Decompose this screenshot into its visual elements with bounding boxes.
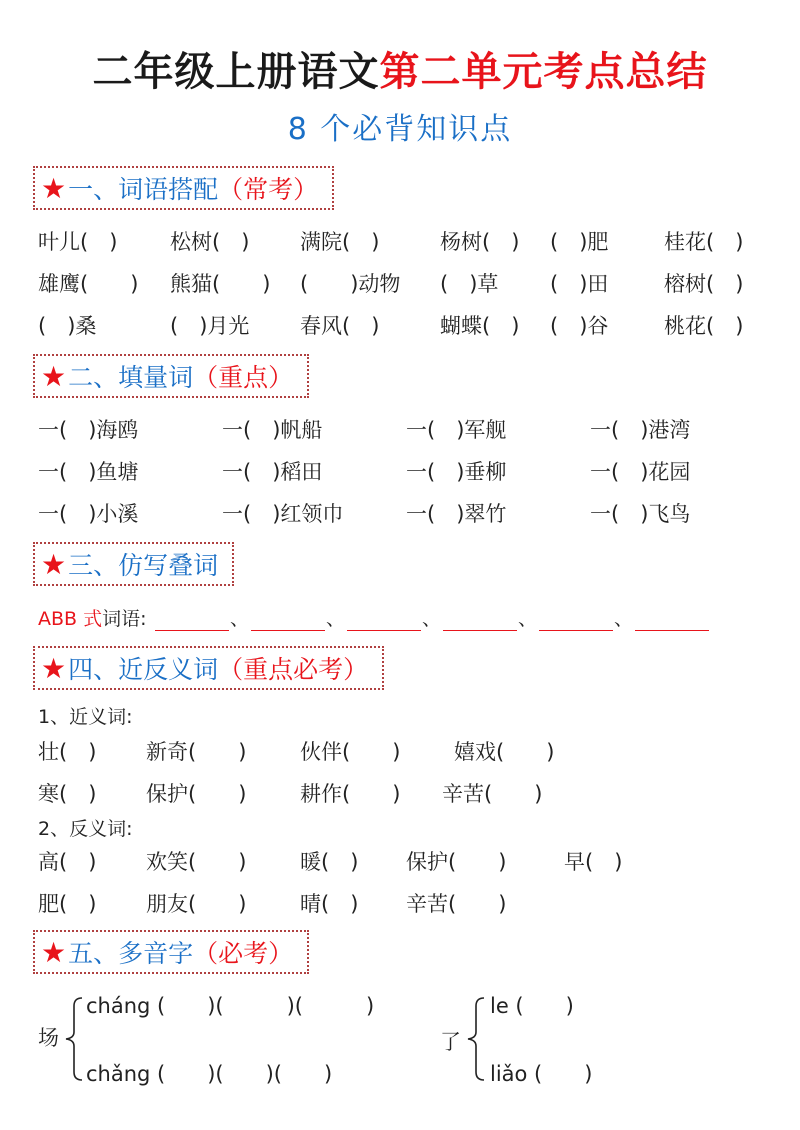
blank-item: 辛苦( ) bbox=[406, 892, 507, 916]
star-icon: ★ bbox=[41, 547, 67, 581]
separator: 、 bbox=[518, 608, 538, 630]
answer-line bbox=[635, 611, 709, 631]
section-number: 一、 bbox=[68, 175, 119, 204]
blank-item: 一( )港湾 bbox=[590, 418, 691, 442]
blank-item: ( )田 bbox=[550, 272, 609, 296]
near-synonym-label: 1、近义词: bbox=[38, 706, 133, 728]
blank-item: 暖( ) bbox=[300, 850, 359, 874]
pinyin-line: chǎng ( )( )( ) bbox=[86, 1062, 333, 1086]
star-icon: ★ bbox=[41, 651, 67, 685]
pinyin-line: liǎo ( ) bbox=[490, 1062, 593, 1086]
section-heading-collocation bbox=[33, 166, 334, 210]
blank-item: 桂花( ) bbox=[664, 230, 744, 254]
section-name: 多音字 bbox=[118, 939, 194, 968]
separator: 、 bbox=[326, 608, 346, 630]
blank-item: 寒( ) bbox=[38, 782, 97, 806]
blank-item: 保护( ) bbox=[146, 782, 247, 806]
blank-item: 辛苦( ) bbox=[442, 782, 543, 806]
separator: 、 bbox=[614, 608, 634, 630]
polyphone-char: 了 bbox=[440, 1030, 461, 1054]
blank-item: 高( ) bbox=[38, 850, 97, 874]
blank-item: 杨树( ) bbox=[440, 230, 520, 254]
blank-item: 一( )稻田 bbox=[222, 460, 323, 484]
blank-item: 朋友( ) bbox=[146, 892, 247, 916]
blank-item: 雄鹰( ) bbox=[38, 272, 139, 296]
section-name: 仿写叠词 bbox=[118, 551, 219, 580]
section-tag: （重点必考） bbox=[218, 655, 369, 684]
answer-line bbox=[539, 611, 613, 631]
brace-icon bbox=[464, 994, 486, 1084]
section-heading-reduplication bbox=[33, 542, 234, 586]
answer-line bbox=[347, 611, 421, 631]
blank-item: 一( )帆船 bbox=[222, 418, 323, 442]
blank-item: 一( )花园 bbox=[590, 460, 691, 484]
section-tag: （常考） bbox=[218, 175, 319, 204]
blank-item: 叶儿( ) bbox=[38, 230, 118, 254]
blank-item: ( )桑 bbox=[38, 314, 97, 338]
blank-item: ( )肥 bbox=[550, 230, 609, 254]
blank-item: 壮( ) bbox=[38, 740, 97, 764]
answer-line bbox=[251, 611, 325, 631]
blank-item: 新奇( ) bbox=[146, 740, 247, 764]
blank-item: 榕树( ) bbox=[664, 272, 744, 296]
blank-item: 伙伴( ) bbox=[300, 740, 401, 764]
section-number: 三、 bbox=[68, 551, 119, 580]
title-part-red: 第二单元考点总结 bbox=[379, 49, 708, 95]
section-heading-synonyms bbox=[33, 646, 384, 690]
section-tag: （必考） bbox=[193, 939, 294, 968]
blank-item: 一( )翠竹 bbox=[406, 502, 507, 526]
blank-item: 保护( ) bbox=[406, 850, 507, 874]
blank-item: 早( ) bbox=[564, 850, 623, 874]
blank-item: 肥( ) bbox=[38, 892, 97, 916]
blank-item: 一( )飞鸟 bbox=[590, 502, 691, 526]
blank-item: ( )月光 bbox=[170, 314, 250, 338]
section-number: 四、 bbox=[68, 655, 119, 684]
blank-item: ( )草 bbox=[440, 272, 499, 296]
brace-icon bbox=[62, 994, 84, 1084]
blank-item: 春风( ) bbox=[300, 314, 380, 338]
blank-item: 晴( ) bbox=[300, 892, 359, 916]
antonym-label: 2、反义词: bbox=[38, 818, 133, 840]
blank-item: 满院( ) bbox=[300, 230, 380, 254]
page-subtitle: 8 个必背知识点 bbox=[287, 112, 513, 147]
section-number: 二、 bbox=[68, 363, 119, 392]
abb-label-suffix: 词语: bbox=[102, 608, 147, 630]
title-part-black: 二年级上册语文 bbox=[92, 49, 380, 95]
star-icon: ★ bbox=[41, 935, 67, 969]
section-number: 五、 bbox=[68, 939, 119, 968]
pinyin-line: le ( ) bbox=[490, 994, 574, 1018]
abb-fill-row bbox=[38, 604, 709, 631]
blank-item: ( )谷 bbox=[550, 314, 609, 338]
blank-item: 嬉戏( ) bbox=[454, 740, 555, 764]
blank-item: 一( )军舰 bbox=[406, 418, 507, 442]
pinyin-line: cháng ( )( )( ) bbox=[86, 994, 375, 1018]
separator: 、 bbox=[422, 608, 442, 630]
blank-item: 熊猫( ) bbox=[170, 272, 271, 296]
star-icon: ★ bbox=[41, 359, 67, 393]
answer-line bbox=[155, 611, 229, 631]
blank-item: 一( )鱼塘 bbox=[38, 460, 139, 484]
section-name: 填量词 bbox=[118, 363, 194, 392]
blank-item: 松树( ) bbox=[170, 230, 250, 254]
abb-label: ABB 式 bbox=[38, 608, 103, 630]
star-icon: ★ bbox=[41, 171, 67, 205]
blank-item: 一( )红领巾 bbox=[222, 502, 344, 526]
section-heading-measure-words bbox=[33, 354, 309, 398]
polyphone-char: 场 bbox=[38, 1026, 59, 1050]
blank-item: 耕作( ) bbox=[300, 782, 401, 806]
separator: 、 bbox=[230, 608, 250, 630]
blank-item: 一( )小溪 bbox=[38, 502, 139, 526]
section-tag: （重点） bbox=[193, 363, 294, 392]
page-title bbox=[0, 40, 800, 97]
answer-line bbox=[443, 611, 517, 631]
section-name: 近反义词 bbox=[118, 655, 219, 684]
blank-item: 一( )海鸥 bbox=[38, 418, 139, 442]
blank-item: 一( )垂柳 bbox=[406, 460, 507, 484]
section-name: 词语搭配 bbox=[118, 175, 219, 204]
blank-item: 桃花( ) bbox=[664, 314, 744, 338]
blank-item: 欢笑( ) bbox=[146, 850, 247, 874]
section-heading-polyphones bbox=[33, 930, 309, 974]
blank-item: ( )动物 bbox=[300, 272, 401, 296]
blank-item: 蝴蝶( ) bbox=[440, 314, 520, 338]
